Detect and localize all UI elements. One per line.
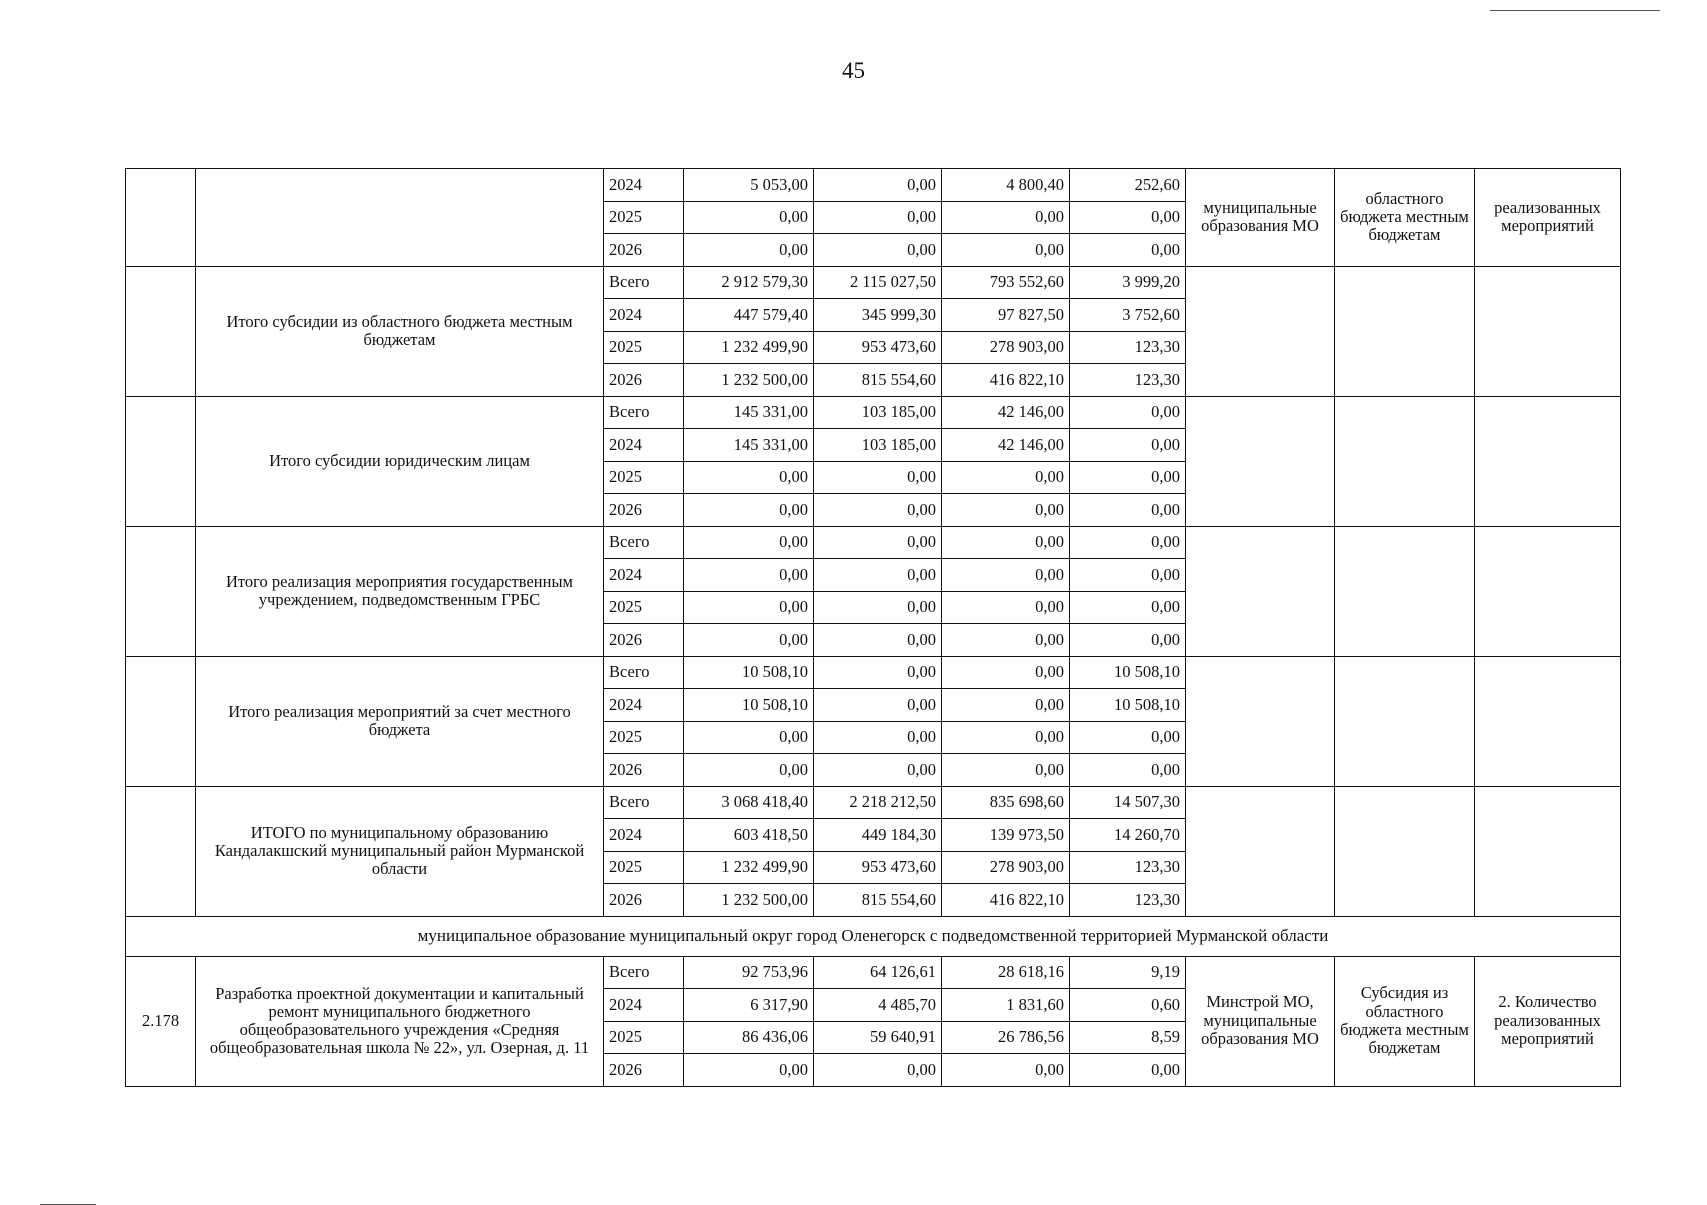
regional-value: 0,00	[942, 559, 1070, 592]
local-value: 0,00	[1070, 754, 1186, 787]
local-value: 0,00	[1070, 429, 1186, 462]
total-value: 603 418,50	[684, 819, 814, 852]
row-source	[1335, 656, 1475, 786]
period-label: 2025	[604, 1021, 684, 1054]
total-value: 1 232 499,90	[684, 851, 814, 884]
regional-value: 1 831,60	[942, 989, 1070, 1022]
regional-value: 0,00	[942, 526, 1070, 559]
local-value: 9,19	[1070, 956, 1186, 989]
period-label: 2026	[604, 1054, 684, 1087]
federal-value: 2 218 212,50	[814, 786, 942, 819]
total-value: 0,00	[684, 526, 814, 559]
federal-value: 953 473,60	[814, 331, 942, 364]
regional-value: 0,00	[942, 494, 1070, 527]
local-value: 14 260,70	[1070, 819, 1186, 852]
total-value: 86 436,06	[684, 1021, 814, 1054]
regional-value: 0,00	[942, 1054, 1070, 1087]
period-label: 2024	[604, 169, 684, 202]
period-label: 2024	[604, 299, 684, 332]
regional-value: 835 698,60	[942, 786, 1070, 819]
total-value: 1 232 500,00	[684, 364, 814, 397]
regional-value: 0,00	[942, 201, 1070, 234]
row-executor	[1186, 396, 1335, 526]
regional-value: 0,00	[942, 624, 1070, 657]
row-code: 2.178	[126, 956, 196, 1086]
total-value: 145 331,00	[684, 396, 814, 429]
regional-value: 793 552,60	[942, 266, 1070, 299]
local-value: 252,60	[1070, 169, 1186, 202]
total-value: 0,00	[684, 591, 814, 624]
local-value: 123,30	[1070, 851, 1186, 884]
federal-value: 0,00	[814, 721, 942, 754]
federal-value: 0,00	[814, 494, 942, 527]
local-value: 0,00	[1070, 559, 1186, 592]
period-label: 2024	[604, 989, 684, 1022]
total-value: 0,00	[684, 624, 814, 657]
total-value: 0,00	[684, 559, 814, 592]
local-value: 0,00	[1070, 461, 1186, 494]
regional-value: 0,00	[942, 591, 1070, 624]
row-indicator	[1475, 526, 1621, 656]
total-value: 0,00	[684, 721, 814, 754]
period-label: 2026	[604, 884, 684, 917]
local-value: 10 508,10	[1070, 656, 1186, 689]
total-value: 0,00	[684, 461, 814, 494]
period-label: 2025	[604, 331, 684, 364]
table-row	[126, 786, 1621, 819]
total-value: 1 232 500,00	[684, 884, 814, 917]
row-indicator	[1475, 656, 1621, 786]
section-title: муниципальное образование муниципальный округ город Оленегорск с подведомственной территорией Мурманской области	[126, 916, 1621, 956]
row-name: Итого реализация мероприятий за счет местного бюджета	[196, 656, 604, 786]
row-executor: муниципальные образования МО	[1186, 169, 1335, 267]
period-label: 2026	[604, 754, 684, 787]
local-value: 0,00	[1070, 201, 1186, 234]
row-code	[126, 786, 196, 916]
local-value: 3 999,20	[1070, 266, 1186, 299]
period-label: 2025	[604, 721, 684, 754]
total-value: 5 053,00	[684, 169, 814, 202]
total-value: 92 753,96	[684, 956, 814, 989]
period-label: 2026	[604, 364, 684, 397]
regional-value: 4 800,40	[942, 169, 1070, 202]
regional-value: 139 973,50	[942, 819, 1070, 852]
total-value: 145 331,00	[684, 429, 814, 462]
table-row	[126, 956, 1621, 989]
total-value: 6 317,90	[684, 989, 814, 1022]
total-value: 447 579,40	[684, 299, 814, 332]
regional-value: 0,00	[942, 234, 1070, 267]
row-indicator: реализованных мероприятий	[1475, 169, 1621, 267]
row-executor: Минстрой МО, муниципальные образования МО	[1186, 956, 1335, 1086]
row-code	[126, 169, 196, 267]
row-indicator	[1475, 266, 1621, 396]
period-label: 2026	[604, 494, 684, 527]
local-value: 0,00	[1070, 624, 1186, 657]
federal-value: 0,00	[814, 1054, 942, 1087]
federal-value: 0,00	[814, 201, 942, 234]
period-label: 2025	[604, 201, 684, 234]
row-code	[126, 266, 196, 396]
federal-value: 103 185,00	[814, 429, 942, 462]
local-value: 10 508,10	[1070, 689, 1186, 722]
row-source: Субсидия из областного бюджета местным бюджетам	[1335, 956, 1475, 1086]
total-value: 0,00	[684, 1054, 814, 1087]
table-row	[126, 656, 1621, 689]
federal-value: 345 999,30	[814, 299, 942, 332]
local-value: 0,00	[1070, 396, 1186, 429]
period-label: 2024	[604, 819, 684, 852]
row-source	[1335, 526, 1475, 656]
row-source	[1335, 396, 1475, 526]
federal-value: 0,00	[814, 754, 942, 787]
row-executor	[1186, 266, 1335, 396]
local-value: 0,00	[1070, 721, 1186, 754]
local-value: 123,30	[1070, 331, 1186, 364]
period-label: Всего	[604, 786, 684, 819]
period-label: 2026	[604, 624, 684, 657]
row-source	[1335, 266, 1475, 396]
total-value: 0,00	[684, 234, 814, 267]
federal-value: 953 473,60	[814, 851, 942, 884]
federal-value: 0,00	[814, 461, 942, 494]
period-label: 2025	[604, 851, 684, 884]
federal-value: 0,00	[814, 169, 942, 202]
federal-value: 815 554,60	[814, 364, 942, 397]
row-name: Итого субсидии юридическим лицам	[196, 396, 604, 526]
row-indicator: 2. Количество реализованных мероприятий	[1475, 956, 1621, 1086]
total-value: 3 068 418,40	[684, 786, 814, 819]
federal-value: 4 485,70	[814, 989, 942, 1022]
row-code	[126, 396, 196, 526]
period-label: Всего	[604, 266, 684, 299]
local-value: 0,60	[1070, 989, 1186, 1022]
federal-value: 0,00	[814, 624, 942, 657]
local-value: 123,30	[1070, 364, 1186, 397]
regional-value: 97 827,50	[942, 299, 1070, 332]
total-value: 10 508,10	[684, 689, 814, 722]
row-name: ИТОГО по муниципальному образованию Кандалакшский муниципальный район Мурманской области	[196, 786, 604, 916]
federal-value: 2 115 027,50	[814, 266, 942, 299]
section-row	[126, 916, 1621, 956]
total-value: 0,00	[684, 754, 814, 787]
regional-value: 26 786,56	[942, 1021, 1070, 1054]
regional-value: 0,00	[942, 461, 1070, 494]
period-label: 2026	[604, 234, 684, 267]
row-name: Разработка проектной документации и капитальный ремонт муниципального бюджетного общеобразовательного учреждения «Средняя общеобразовательная школа № 22», ул. Озерная, д. 11	[196, 956, 604, 1086]
row-source: областного бюджета местным бюджетам	[1335, 169, 1475, 267]
regional-value: 416 822,10	[942, 884, 1070, 917]
row-source	[1335, 786, 1475, 916]
local-value: 14 507,30	[1070, 786, 1186, 819]
regional-value: 0,00	[942, 754, 1070, 787]
federal-value: 815 554,60	[814, 884, 942, 917]
federal-value: 449 184,30	[814, 819, 942, 852]
local-value: 0,00	[1070, 591, 1186, 624]
period-label: Всего	[604, 526, 684, 559]
federal-value: 59 640,91	[814, 1021, 942, 1054]
period-label: Всего	[604, 956, 684, 989]
federal-value: 0,00	[814, 689, 942, 722]
period-label: Всего	[604, 396, 684, 429]
table-row	[126, 169, 1621, 202]
period-label: 2025	[604, 461, 684, 494]
period-label: 2024	[604, 559, 684, 592]
federal-value: 0,00	[814, 526, 942, 559]
local-value: 3 752,60	[1070, 299, 1186, 332]
row-executor	[1186, 656, 1335, 786]
total-value: 10 508,10	[684, 656, 814, 689]
regional-value: 42 146,00	[942, 396, 1070, 429]
regional-value: 28 618,16	[942, 956, 1070, 989]
regional-value: 416 822,10	[942, 364, 1070, 397]
regional-value: 278 903,00	[942, 851, 1070, 884]
row-executor	[1186, 786, 1335, 916]
page-number: 45	[842, 58, 865, 83]
row-name: Итого реализация мероприятия государственным учреждением, подведомственным ГРБС	[196, 526, 604, 656]
regional-value: 0,00	[942, 721, 1070, 754]
total-value: 1 232 499,90	[684, 331, 814, 364]
table-row	[126, 526, 1621, 559]
local-value: 0,00	[1070, 494, 1186, 527]
top-decorative-line	[1490, 10, 1660, 11]
federal-value: 0,00	[814, 591, 942, 624]
budget-table	[125, 168, 1621, 1087]
total-value: 0,00	[684, 201, 814, 234]
federal-value: 64 126,61	[814, 956, 942, 989]
federal-value: 103 185,00	[814, 396, 942, 429]
row-name: Итого субсидии из областного бюджета местным бюджетам	[196, 266, 604, 396]
local-value: 0,00	[1070, 526, 1186, 559]
regional-value: 0,00	[942, 656, 1070, 689]
period-label: 2024	[604, 689, 684, 722]
federal-value: 0,00	[814, 656, 942, 689]
local-value: 8,59	[1070, 1021, 1186, 1054]
row-executor	[1186, 526, 1335, 656]
period-label: 2025	[604, 591, 684, 624]
total-value: 0,00	[684, 494, 814, 527]
regional-value: 42 146,00	[942, 429, 1070, 462]
row-code	[126, 656, 196, 786]
regional-value: 0,00	[942, 689, 1070, 722]
local-value: 0,00	[1070, 1054, 1186, 1087]
period-label: 2024	[604, 429, 684, 462]
table-row	[126, 266, 1621, 299]
total-value: 2 912 579,30	[684, 266, 814, 299]
local-value: 123,30	[1070, 884, 1186, 917]
federal-value: 0,00	[814, 234, 942, 267]
regional-value: 278 903,00	[942, 331, 1070, 364]
period-label: Всего	[604, 656, 684, 689]
row-name	[196, 169, 604, 267]
row-code	[126, 526, 196, 656]
row-indicator	[1475, 396, 1621, 526]
federal-value: 0,00	[814, 559, 942, 592]
local-value: 0,00	[1070, 234, 1186, 267]
table-row	[126, 396, 1621, 429]
row-indicator	[1475, 786, 1621, 916]
